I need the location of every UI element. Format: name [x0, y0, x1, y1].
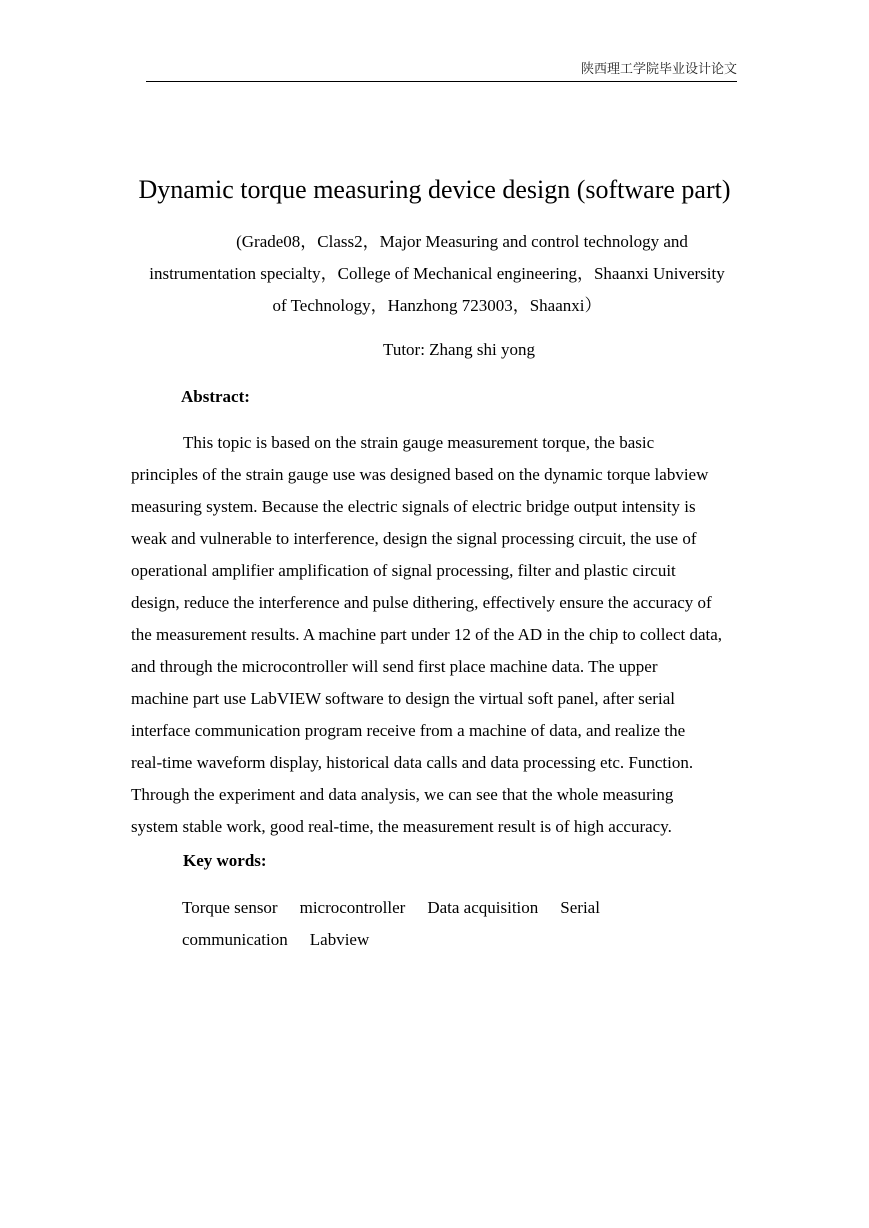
abstract-line: weak and vulnerable to interference, design the signal processing circuit, the use of — [131, 529, 697, 548]
affiliation-line: instrumentation specialty，College of Mechanical engineering，Shaanxi University — [149, 264, 725, 283]
affiliation-line: (Grade08，Class2，Major Measuring and control technology and — [236, 232, 688, 251]
keyword: Serial — [560, 898, 600, 917]
abstract-line: system stable work, good real-time, the measurement result is of high accuracy. — [131, 817, 672, 836]
affiliation-line: of Technology，Hanzhong 723003，Shaanxi） — [272, 296, 602, 315]
abstract-line: the measurement results. A machine part under 12 of the AD in the chip to collect data, — [131, 625, 723, 644]
keyword: Labview — [309, 930, 370, 949]
abstract-line: and through the microcontroller will send first place machine data. The upper — [131, 657, 658, 676]
abstract-line: principles of the strain gauge use was designed based on the dynamic torque labview — [131, 465, 709, 484]
abstract-line: interface communication program receive from a machine of data, and realize the — [131, 721, 686, 740]
keyword: Data acquisition — [427, 898, 539, 917]
abstract-body — [131, 427, 746, 843]
abstract-line: machine part use LabVIEW software to design the virtual soft panel, after serial — [131, 689, 675, 708]
abstract-heading: Abstract: — [181, 387, 250, 406]
header-rule — [146, 81, 737, 82]
abstract-line: operational amplifier amplification of signal processing, filter and plastic circuit — [131, 561, 676, 580]
abstract-line: design, reduce the interference and pulse dithering, effectively ensure the accuracy of — [131, 593, 712, 612]
keyword: Torque sensor — [182, 898, 278, 917]
paper-title: Dynamic torque measuring device design (software part) — [138, 175, 731, 204]
abstract-line: Through the experiment and data analysis, we can see that the whole measuring — [131, 785, 674, 804]
tutor-line: Tutor: Zhang shi yong — [383, 340, 535, 359]
abstract-line: measuring system. Because the electric signals of electric bridge output intensity is — [131, 497, 696, 516]
keywords-list — [182, 892, 652, 956]
abstract-line: This topic is based on the strain gauge measurement torque, the basic — [183, 433, 655, 452]
author-affiliation — [132, 226, 742, 322]
keyword: microcontroller — [299, 898, 406, 917]
running-header: 陕西理工学院毕业设计论文 — [580, 62, 737, 77]
keyword: communication — [182, 930, 288, 949]
abstract-line: real-time waveform display, historical data calls and data processing etc. Function. — [131, 753, 694, 772]
keywords-heading: Key words: — [183, 851, 267, 870]
